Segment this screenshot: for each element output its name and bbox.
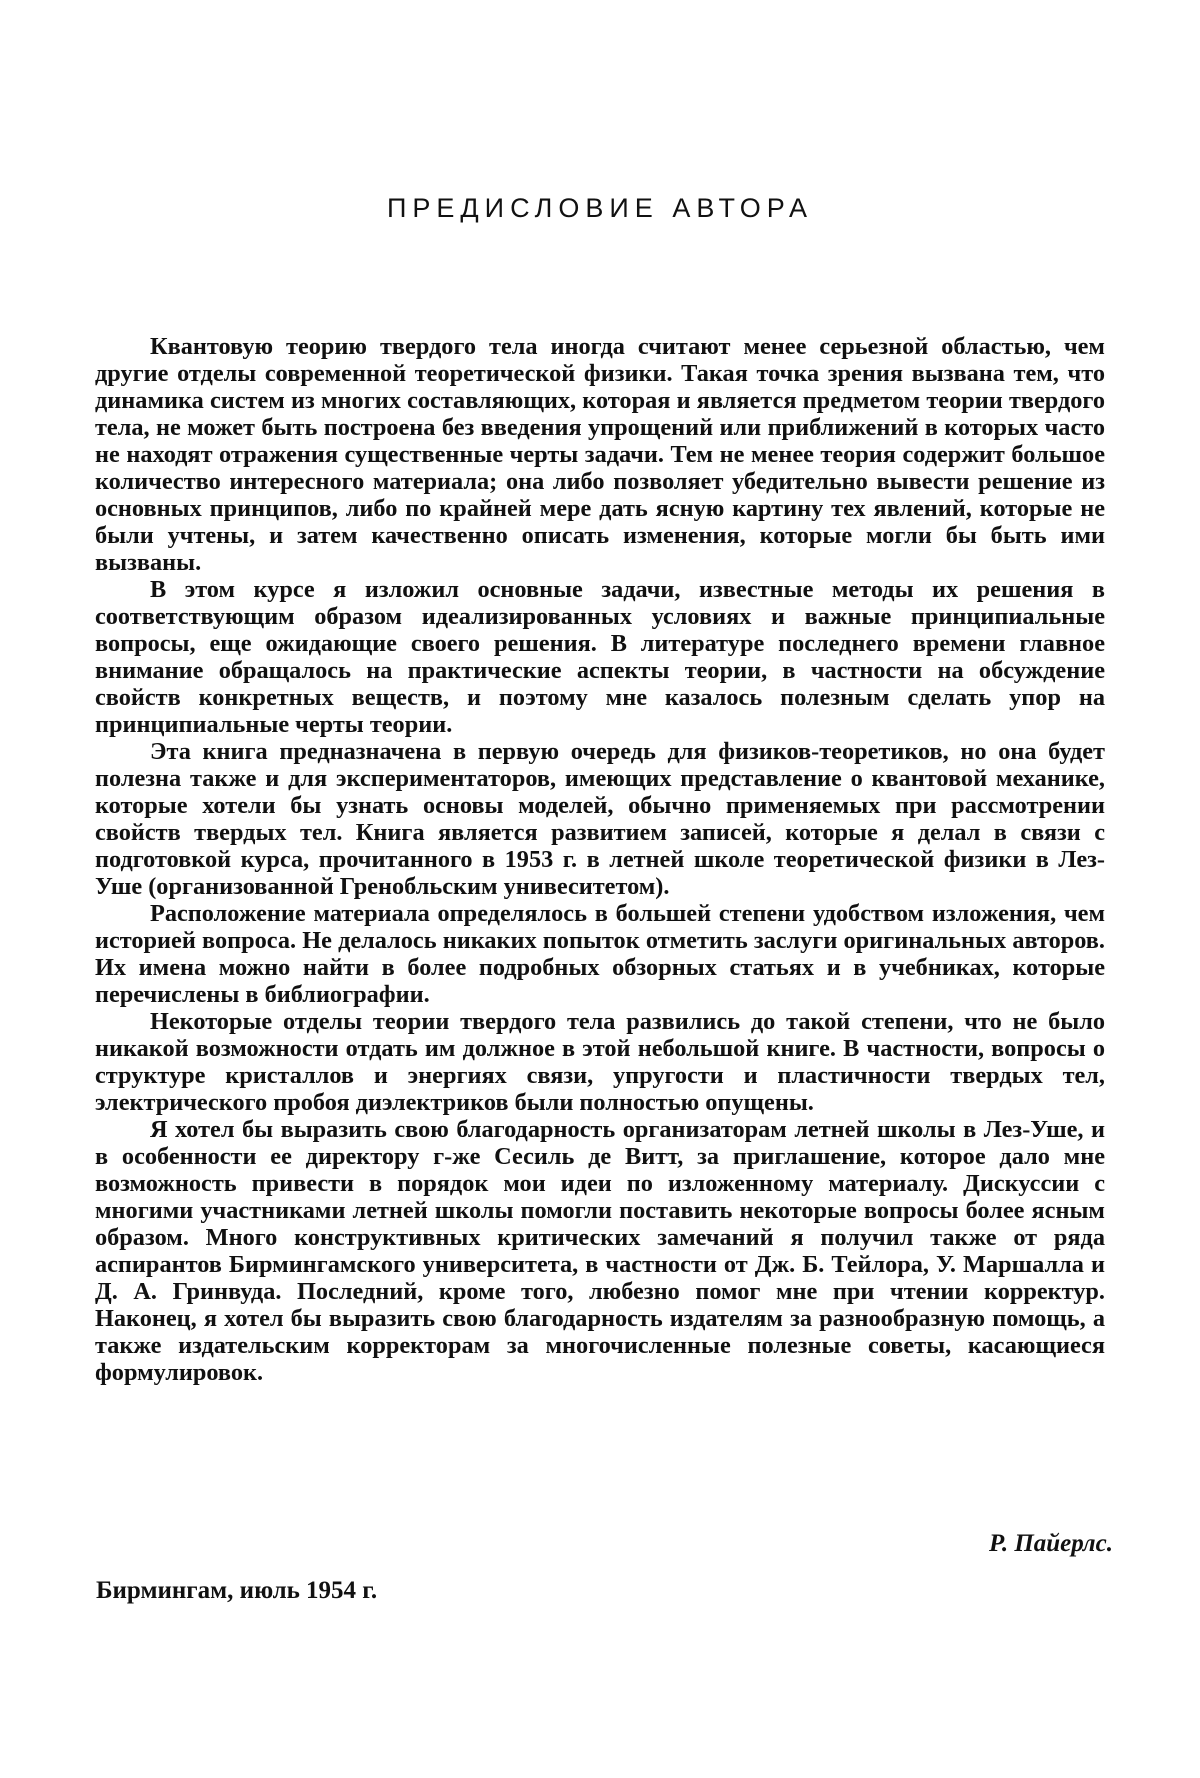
body-text — [95, 333, 1105, 1386]
paragraph: В этом курсе я изложил основные задачи, известные методы их решения в соответствующим образом идеализированных условиях и важные принципиальные вопросы, еще ожидающие своего решения. В литературе последнего времени главное внимание обращалось на практические аспекты теории, в частности на обсуждение свойств конкретных веществ, и поэтому мне казалось полезным сделать упор на принципиальные черты теории. — [95, 576, 1105, 738]
author-signature: Р. Пайерлс. — [989, 1530, 1113, 1557]
paragraph: Квантовую теорию твердого тела иногда считают менее серьезной областью, чем другие отделы современной теоретической физики. Такая точка зрения вызвана тем, что динамика систем из многих составляющих, которая и является предметом теории твердого тела, не может быть построена без введения упрощений или приближений в которых часто не находят отражения существенные черты задачи. Тем не менее теория содержит большое количество интересного материала; она либо позволяет убедительно вывести решение из основных принципов, либо по крайней мере дать ясную картину тех явлений, которые не были учтены, и затем качественно описать изменения, которые могли бы быть ими вызваны. — [95, 333, 1105, 576]
paragraph: Расположение материала определялось в большей степени удобством изложения, чем историей вопроса. Не делалось никаких попыток отметить заслуги оригинальных авторов. Их имена можно найти в более подробных обзорных статьях и в учебниках, которые перечислены в библиографии. — [95, 900, 1105, 1008]
place-date: Бирмингам, июль 1954 г. — [96, 1577, 378, 1604]
page-title: ПРЕДИСЛОВИЕ АВТОРА — [386, 193, 814, 223]
paragraph: Некоторые отделы теории твердого тела развились до такой степени, что не было никакой возможности отдать им должное в этой небольшой книге. В частности, вопросы о структуре кристаллов и энергиях связи, упругости и пластичности твердых тел, электрического пробоя диэлектриков были полностью опущены. — [95, 1008, 1105, 1116]
paragraph: Эта книга предназначена в первую очередь для физиков-теоретиков, но она будет полезна также и для экспериментаторов, имеющих представление о квантовой механике, которые хотели бы узнать основы моделей, обычно применяемых при рассмотрении свойств твердых тел. Книга является развитием записей, которые я делал в связи с подготовкой курса, прочитанного в 1953 г. в летней школе теоретической физики в Лез-Уше (организованной Гренобльским унивеситетом). — [95, 738, 1105, 900]
paragraph: Я хотел бы выразить свою благодарность организаторам летней школы в Лез-Уше, и в особенности ее директору г-же Сесиль де Витт, за приглашение, которое дало мне возможность привести в порядок мои идеи по изложенному материалу. Дискуссии с многими участниками летней школы помогли поставить некоторые вопросы более ясным образом. Много конструктивных критических замечаний я получил также от ряда аспирантов Бирмингамского университета, в частности от Дж. Б. Тейлора, У. Маршалла и Д. А. Гринвуда. Последний, кроме того, любезно помог мне при чтении корректур. Наконец, я хотел бы выразить свою благодарность издателям за разнообразную помощь, а также издательским корректорам за многочисленные полезные советы, касающиеся формулировок. — [95, 1116, 1105, 1386]
